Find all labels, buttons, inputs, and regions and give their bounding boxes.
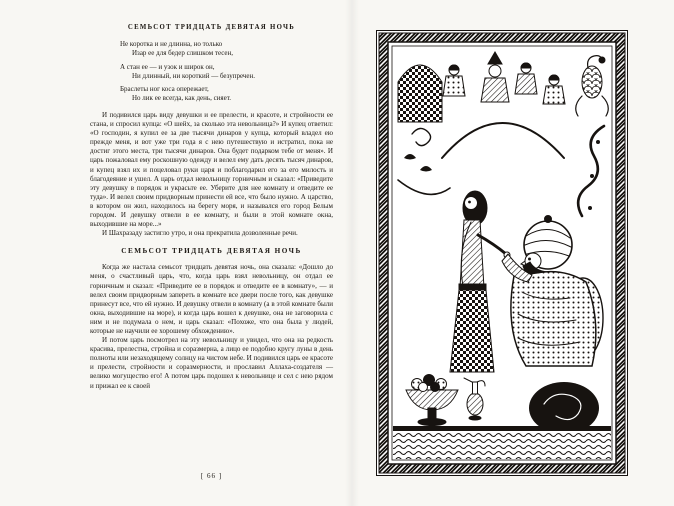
verse-line: Ни длинный, ни короткий — безупречен. (132, 71, 256, 80)
verse-line: Изар ее для бедер слишком тесен, (132, 49, 234, 57)
verse-block (120, 40, 333, 103)
night-section-header: СЕМЬСОТ ТРИДЦАТЬ ДЕВЯТАЯ НОЧЬ (121, 247, 302, 256)
verse-line: Но лик ее всегда, как день, сияет. (132, 94, 232, 102)
verse-line: Браслеты ног коса опережает, (120, 85, 209, 93)
right-page (376, 30, 628, 476)
left-page (90, 24, 333, 391)
paragraph: И подивился царь виду девушки и ее прелести, и красоте, и стройности ее стана, и спросил купца: «О шейх, за сколько эта невольница?» И купец ответил: «О господин, я купил ее за две тысячи динаров у купца, который владел ею прежде меня, и вот уже три года я с нею путешествую и истратил, пока не достиг этого места, три тысячи динаров. Она будет подарком тебе от меня». И царь пожаловал ему роскошную одежду и велел ему дать десять тысяч динаров, и купец взял их и поцеловал руки царя и поблагодарил его за его милость и благодеяние и ушел. А царь отдал невольницу горничным и сказал: «Приведите эту девушку в порядок и украсьте ее. Уберите для нее комнату и отведите ее туда». И велел своим придворным принести ей все, что было нужно. А царство, в котором он жил, находилось на берегу моря, и назывался его город Белым городом. И девушку отвели в ее комнату, и были в этой комнате окна, выходившие на море...» (90, 111, 333, 229)
running-header: СЕМЬСОТ ТРИДЦАТЬ ДЕВЯТАЯ НОЧЬ (127, 24, 296, 31)
paragraph: И потом царь посмотрел на эту невольницу и увидел, что она на редкость красива, прелестна, стройна и соразмерна, а лицо ее подобно кругу луны в день полноты или незаходящему солнцу на чистом небе. И подивился царь ее красоте и прелести, стройности и соразмерности, и прославил Аллаха-создателя — велико могущество его! А потом царь подошел к невольнице и сел с нею рядом и прижал ее к своей (90, 336, 333, 390)
persian-miniature-illustration (376, 30, 628, 476)
paragraph: Когда же настала семьсот тридцать девятая ночь, она сказала: «Дошло до меня, о счастливый царь, что, когда царь взял невольницу, он отдал ее горничным и сказал: «Приведите ее в порядок и отведите ее в комнату», — и велел своим придворным запереть в комнате все двери после того, как девушке принесут все, что ей нужно. И девушку отвели в комнату (а в этой комнате были окна, выходившие на море), и когда царь вошел к девушке, она не заговорила с ним и не подумала о нем, и царь сказал: «Похоже, что она была у людей, которые не научили ее хорошему обхождению». (90, 263, 333, 335)
page-gutter (345, 0, 359, 506)
verse-line: А стан ее — и узок и широк он, (120, 62, 215, 71)
verse-line: Не коротка и не длинна, но только (120, 40, 223, 48)
page-number: [ 66 ] (200, 472, 223, 480)
paragraph: И Шахразаду застигло утро, и она прекратила дозволенные речи. (102, 229, 298, 238)
